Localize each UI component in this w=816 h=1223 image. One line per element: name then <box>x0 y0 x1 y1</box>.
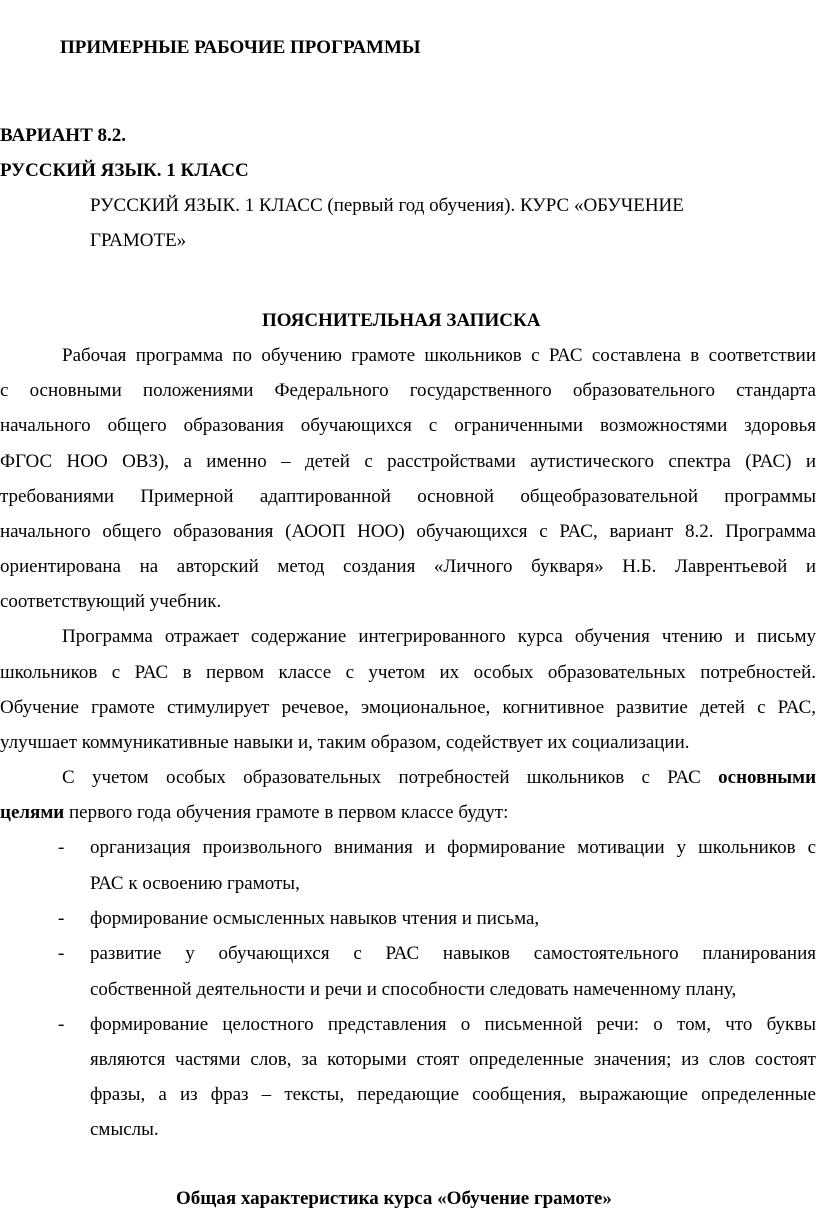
goal-item-3-line-1: развитие у обучающихся с РАС навыков самостоятельного планирования <box>90 943 816 964</box>
goal-item-4-line-4: смыслы. <box>90 1119 159 1140</box>
paragraph-2-line: улучшает коммуникативные навыки и, таким образом, содействует их социализации. <box>0 732 690 753</box>
emphasis-goals: целями <box>0 802 65 823</box>
document-title: ПРИМЕРНЫЕ РАБОЧИЕ ПРОГРАММЫ <box>60 37 421 58</box>
paragraph-3-text: первого года обучения грамоте в первом классе будут: <box>64 802 509 823</box>
variant-label: ВАРИАНТ 8.2. <box>0 125 127 146</box>
list-bullet: - <box>58 908 65 929</box>
paragraph-1-line: начального общего образования (АООП НОО) обучающихся с РАС, вариант 8.2. Программа <box>0 521 816 542</box>
paragraph-2-line: Программа отражает содержание интегрированного курса обучения чтению и письму <box>62 626 816 647</box>
goal-item-1-line-1: организация произвольного внимания и формирование мотивации у школьников с <box>90 837 816 858</box>
goal-item-4-line-1: формирование целостного представления о письменной речи: о том, что буквы <box>90 1014 816 1035</box>
paragraph-3-text: С учетом особых образовательных потребностей школьников с РАС <box>62 767 701 788</box>
list-bullet: - <box>58 943 65 964</box>
course-title-line-1: РУССКИЙ ЯЗЫК. 1 КЛАСС (первый год обучения). КУРС «ОБУЧЕНИЕ <box>90 195 684 216</box>
paragraph-3-line-1 <box>62 766 816 790</box>
goal-item-3-line-2: собственной деятельности и речи и способности следовать намеченному плану, <box>90 979 737 1000</box>
paragraph-1-line: начального общего образования обучающихся с ограниченными возможностями здоровья <box>0 415 816 436</box>
paragraph-1-line: ориентирована на авторский метод создания «Личного букваря» Н.Б. Лаврентьевой и <box>0 556 816 577</box>
goal-item-4-line-3: фразы, а из фраз – тексты, передающие сообщения, выражающие определенные <box>90 1084 816 1105</box>
paragraph-2-line: школьников с РАС в первом классе с учетом их особых образовательных потребностей. <box>0 662 816 683</box>
paragraph-3-line-2 <box>0 801 508 825</box>
paragraph-1-line: соответствующий учебник. <box>0 591 222 612</box>
list-bullet: - <box>58 837 65 858</box>
paragraph-1-line: ФГОС НОО ОВЗ), а именно – детей с расстройствами аутистического спектра (РАС) и <box>0 451 816 472</box>
emphasis-main-goals: основными <box>718 767 816 788</box>
course-title-line-2: ГРАМОТЕ» <box>90 230 187 251</box>
goal-item-4-line-2: являются частями слов, за которыми стоят определенные значения; из слов состоят <box>90 1049 816 1070</box>
list-bullet: - <box>58 1014 65 1035</box>
goal-item-1-line-2: РАС к освоению грамоты, <box>90 873 300 894</box>
paragraph-1-line: Рабочая программа по обучению грамоте школьников с РАС составлена в соответствии <box>62 345 816 366</box>
paragraph-1-line: с основными положениями Федерального государственного образовательного стандарта <box>0 380 816 401</box>
paragraph-2-line: Обучение грамоте стимулирует речевое, эмоциональное, когнитивное развитие детей с РАС, <box>0 697 816 718</box>
paragraph-1-line: требованиями Примерной адаптированной основной общеобразовательной программы <box>0 486 816 507</box>
section-heading-explanatory-note: ПОЯСНИТЕЛЬНАЯ ЗАПИСКА <box>262 310 541 331</box>
subject-label: РУССКИЙ ЯЗЫК. 1 КЛАСС <box>0 160 249 181</box>
section-heading-course-overview: Общая характеристика курса «Обучение грамоте» <box>176 1188 612 1209</box>
goal-item-2: формирование осмысленных навыков чтения и письма, <box>90 908 540 929</box>
